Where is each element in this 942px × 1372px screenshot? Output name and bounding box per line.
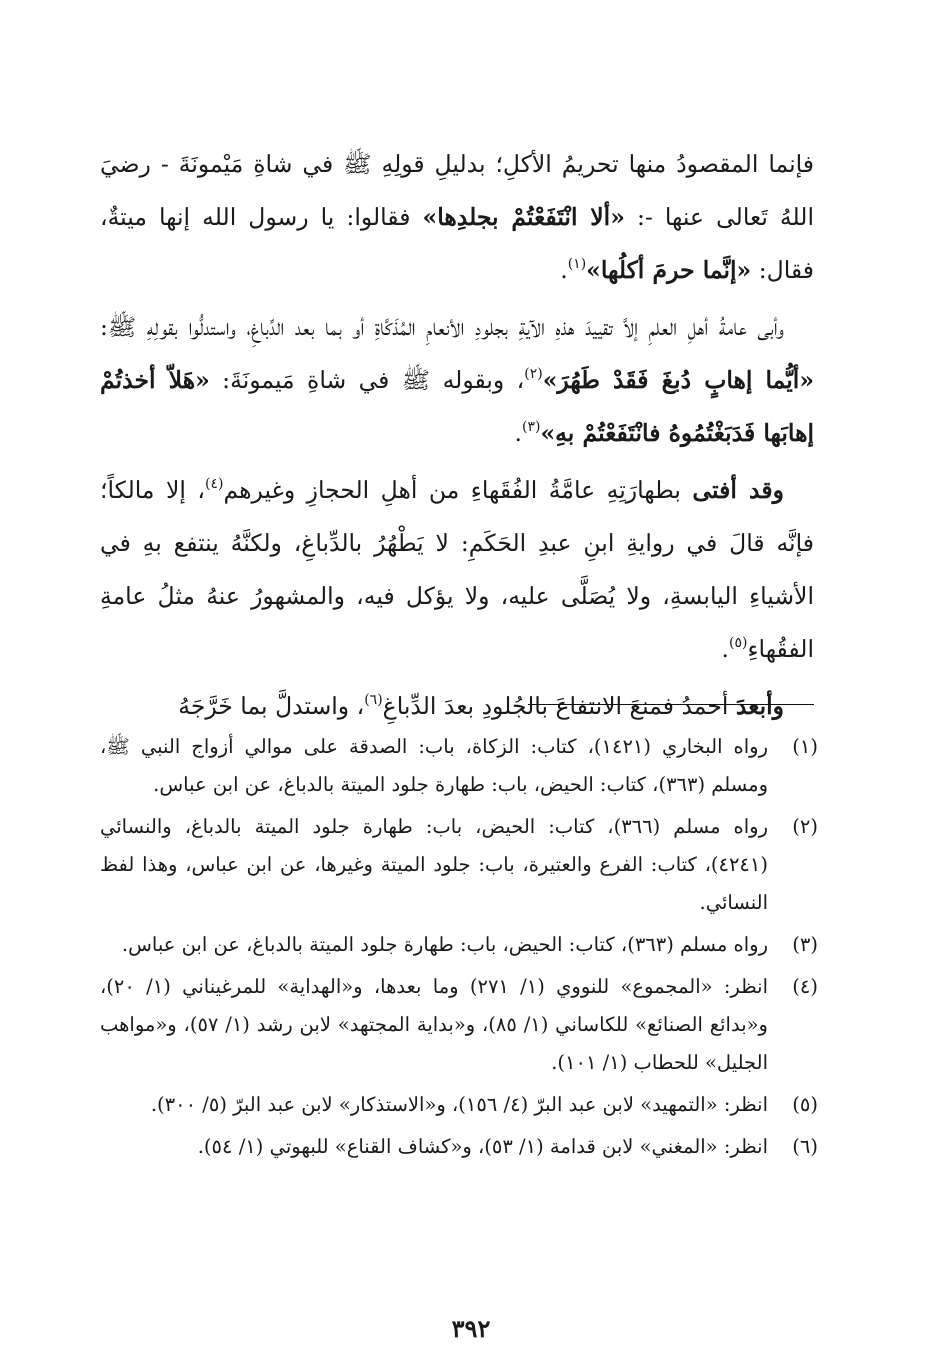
footnote-text: رواه مسلم (٣٦٦)، كتاب: الحيض، باب: طهارة جلود الميتة بالدباغ، والنسائي (٤٢٤١)، كتاب: الفرع والعتيرة، باب: جلود الميتة وغيرها، عن ابن عباس، وهذا لفظ النسائي. xyxy=(100,815,769,914)
text-run: أحمدُ فمنعَ الانتفاعَ بالجُلودِ بعدَ الدِّباغِ xyxy=(382,692,736,720)
quote-text: «أيُّما إهابٍ دُبغَ فَقَدْ طَهُرَ» xyxy=(542,366,815,394)
quote-text: أفتى xyxy=(692,476,737,504)
text-run: ، وبقوله ﷺ في شاةِ مَيمونَةَ: xyxy=(209,366,525,394)
paragraph xyxy=(100,138,814,297)
paragraph xyxy=(100,301,814,460)
text-run: بطهارَتِهِ عامَّةُ الفُقَهاءِ من أهلِ الحجازِ وغيرهم xyxy=(223,476,693,504)
footnote xyxy=(100,968,818,1082)
footnote-ref: (١) xyxy=(567,256,587,272)
footnote-text: انظر: «التمهيد» لابن عبد البرّ (٤/ ١٥٦)، و«الاستذكار» لابن عبد البرّ (٥/ ٣٠٠). xyxy=(150,1093,768,1116)
text-run: ، إلا مالكاً؛ فإنَّه قالَ في روايةِ ابنِ عبدِ الحَكَمِ: لا يَطْهُرُ بالدِّباغِ، ولكنَّهُ ينتفع بهِ في الأشياءِ اليابسةِ، ولا يُصَلَّى عليه، ولا يؤكل فيه، والمشهورُ عنهُ مثلُ عامةِ الفقُهاءِ xyxy=(100,476,814,663)
footnote-number: (٣) xyxy=(792,933,818,956)
page-number: ٣٩٢ xyxy=(451,1314,491,1343)
paragraph xyxy=(100,464,814,676)
quote-text: وقد xyxy=(736,476,784,504)
text-run: . xyxy=(560,256,568,284)
footnote xyxy=(100,926,818,964)
footnote-number: (٦) xyxy=(792,1135,818,1158)
footnote-divider xyxy=(528,704,814,705)
footnote-number: (٥) xyxy=(792,1093,818,1116)
text-run: فإنما المقصودُ منها تحريمُ الأكلِ؛ بدليلِ قولِهِ ﷺ في شاةِ مَيْمونَةَ - رضيَ اللهُ تَعالى عنها -: xyxy=(100,150,814,231)
text-run: وأبى عامةُ أهلِ العلمِ إلاَّ تقييدَ هذهِ الآيةِ بجلودِ الأنعامِ المُذَكَّاةِ أو بما بعد الدِّباغِ، واستدلُّوا بقولِهِ ﷺ: xyxy=(100,313,784,341)
footnote-number: (١) xyxy=(792,735,818,758)
footnote xyxy=(100,728,818,804)
paragraph xyxy=(100,680,814,733)
text-run: ، واستدلَّ بما خَرَّجَهُ xyxy=(178,692,365,720)
text-run: . xyxy=(514,419,522,447)
footnote xyxy=(100,1128,818,1166)
quote-text: «ألا انْتَفَعْتُمْ بجلدِها» xyxy=(422,203,625,231)
footnote-text: انظر: «المجموع» للنووي (١/ ٢٧١) وما بعدها، و«الهداية» للمرغيناني (١/ ٢٠)، و«بدائع الصنائع» للكاساني (١/ ٨٥)، و«بداية المجتهد» لابن رشد (١/ ٥٧)، و«مواهب الجليل» للحطاب (١/ ١٠١). xyxy=(100,975,768,1074)
footnote-ref: (٣) xyxy=(521,419,541,435)
footnotes xyxy=(100,728,818,1170)
text-run: . xyxy=(721,635,730,663)
footnote xyxy=(100,1086,818,1124)
footnote-ref: (٤) xyxy=(204,476,224,492)
footnote-number: (٢) xyxy=(792,815,818,838)
footnote xyxy=(100,808,818,922)
footnote-ref: (٢) xyxy=(524,366,543,382)
quote-text: وأبعدَ xyxy=(735,692,784,720)
footnote-text: انظر: «المغني» لابن قدامة (١/ ٥٣)، و«كشاف القناع» للبهوتي (١/ ٥٤). xyxy=(197,1135,768,1158)
footnote-ref: (٦) xyxy=(364,692,383,708)
footnote-text: رواه البخاري (١٤٢١)، كتاب: الزكاة، باب: الصدقة على موالي أزواج النبي ﷺ، ومسلم (٣٦٣)، كتاب: الحيض، باب: طهارة جلود الميتة بالدباغ، عن ابن عباس. xyxy=(100,735,768,796)
main-text xyxy=(100,138,814,733)
text-run: فقالوا: يا رسول الله إنها ميتةٌ، فقال: xyxy=(100,203,814,284)
footnote-text: رواه مسلم (٣٦٣)، كتاب: الحيض، باب: طهارة جلود الميتة بالدباغ، عن ابن عباس. xyxy=(121,933,768,956)
footnote-ref: (٥) xyxy=(729,635,748,651)
footnote-number: (٤) xyxy=(792,975,818,998)
quote-text: «إنَّما حرمَ أكلُها» xyxy=(586,256,752,284)
quote-text: «هَلاّ أخذتُمْ إهابَها فَدَبَغْتُمُوهُ فانْتَفَعْتُمْ بهِ» xyxy=(100,366,814,447)
